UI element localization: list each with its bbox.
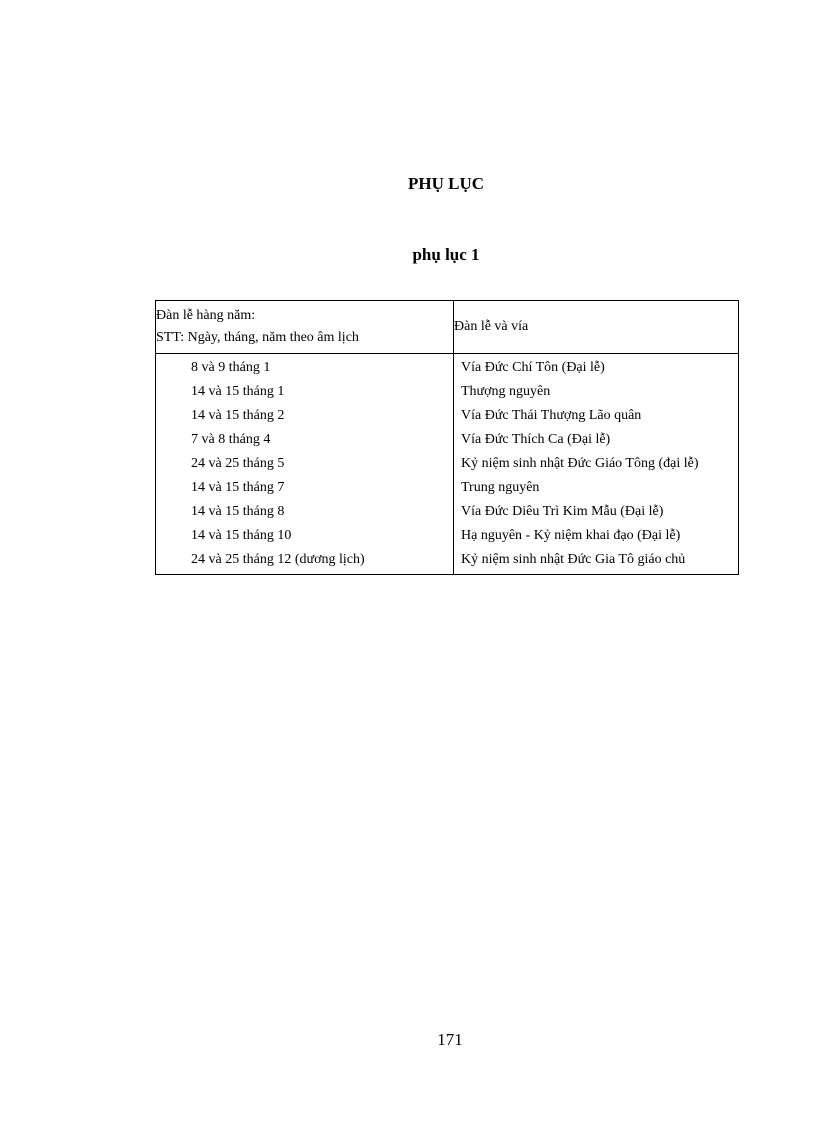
date-cell: 14 và 15 tháng 8 (156, 500, 454, 524)
date-column-header (156, 301, 454, 354)
event-column-header: Đàn lễ và vía (454, 301, 739, 354)
event-cell: Trung nguyên (454, 476, 739, 500)
event-cell: Vía Đức Diêu Trì Kim Mẫu (Đại lễ) (454, 500, 739, 524)
table-row (156, 500, 739, 524)
event-cell: Thượng nguyên (454, 380, 739, 404)
table-header-row (156, 301, 739, 354)
event-cell: Kỷ niệm sinh nhật Đức Giáo Tông (đại lễ) (454, 452, 739, 476)
table-row (156, 380, 739, 404)
date-cell: 14 và 15 tháng 7 (156, 476, 454, 500)
table-row (156, 548, 739, 575)
event-cell: Kỷ niệm sinh nhật Đức Gia Tô giáo chủ (454, 548, 739, 575)
event-cell: Hạ nguyên - Kỷ niệm khai đạo (Đại lễ) (454, 524, 739, 548)
page-number: 171 (437, 1030, 463, 1049)
event-cell: Vía Đức Thái Thượng Lão quân (454, 404, 739, 428)
date-cell: 14 và 15 tháng 1 (156, 380, 454, 404)
date-cell: 14 và 15 tháng 2 (156, 404, 454, 428)
table-row (156, 404, 739, 428)
date-cell: 7 và 8 tháng 4 (156, 428, 454, 452)
table-row (156, 428, 739, 452)
table-row (156, 524, 739, 548)
table-row (156, 476, 739, 500)
table-row (156, 354, 739, 381)
date-header-line-2: STT: Ngày, tháng, năm theo âm lịch (156, 330, 359, 345)
ceremony-table (155, 300, 739, 575)
event-cell: Vía Đức Thích Ca (Đại lễ) (454, 428, 739, 452)
date-cell: 24 và 25 tháng 12 (dương lịch) (156, 548, 454, 575)
date-header-line-1: Đàn lễ hàng năm: (156, 308, 256, 323)
date-cell: 14 và 15 tháng 10 (156, 524, 454, 548)
date-cell: 24 và 25 tháng 5 (156, 452, 454, 476)
appendix-subtitle: phụ lục 1 (412, 245, 480, 264)
page-title: PHỤ LỤC (407, 174, 485, 193)
table-row (156, 452, 739, 476)
event-cell: Vía Đức Chí Tôn (Đại lễ) (454, 354, 739, 381)
date-cell: 8 và 9 tháng 1 (156, 354, 454, 381)
